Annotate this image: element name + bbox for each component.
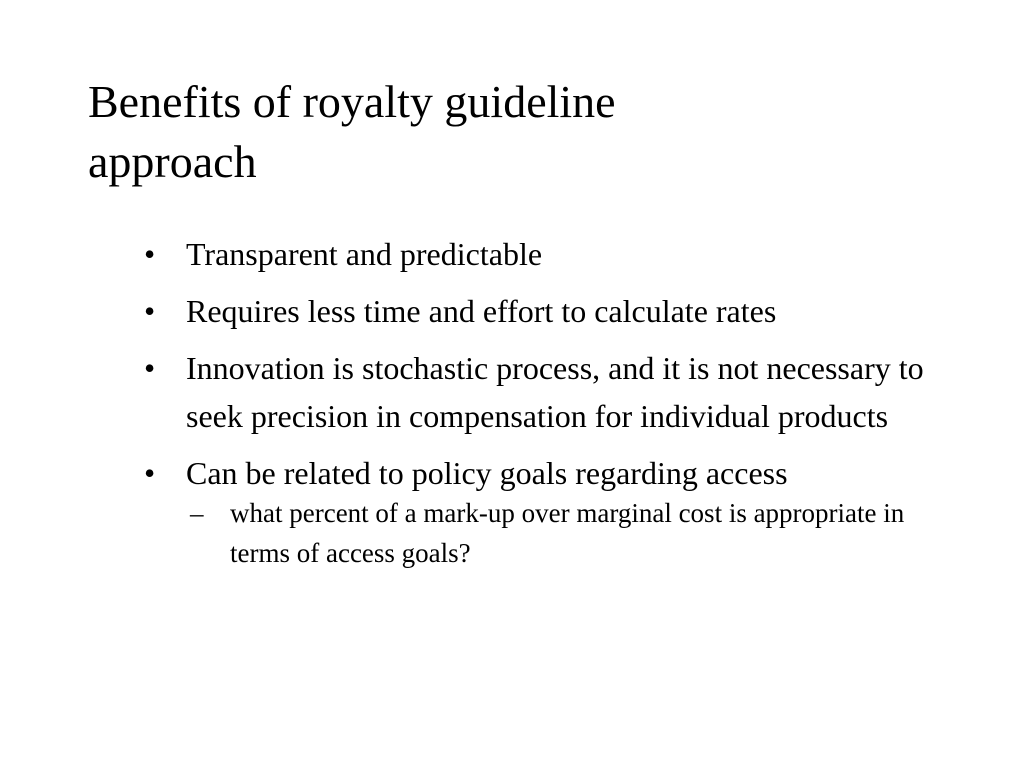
sub-bullet-list — [186, 493, 970, 573]
sub-bullet-text: what percent of a mark-up over marginal cost is appropriate in terms of access goals? — [230, 498, 905, 568]
slide-title-line-1: Benefits of royalty guideline — [88, 76, 616, 127]
bullet-text: Requires less time and effort to calculate rates — [186, 293, 777, 329]
dash-icon: – — [190, 498, 204, 528]
slide-title-line-2: approach — [88, 136, 257, 187]
bullet-icon: • — [144, 293, 156, 329]
bullet-item — [140, 230, 970, 278]
bullet-text: Transparent and predictable — [186, 236, 543, 272]
sub-bullet-item — [186, 493, 970, 573]
slide-title — [88, 72, 948, 192]
bullet-item — [140, 449, 970, 573]
bullet-list — [140, 230, 970, 573]
bullet-icon: • — [144, 236, 156, 272]
bullet-text: Can be related to policy goals regarding access — [186, 455, 788, 491]
bullet-item — [140, 344, 970, 440]
bullet-text: Innovation is stochastic process, and it is not necessary to seek precision in compensation for individual products — [186, 350, 924, 434]
slide-body — [140, 230, 970, 582]
bullet-icon: • — [144, 455, 156, 491]
bullet-icon: • — [144, 350, 156, 386]
bullet-item — [140, 287, 970, 335]
